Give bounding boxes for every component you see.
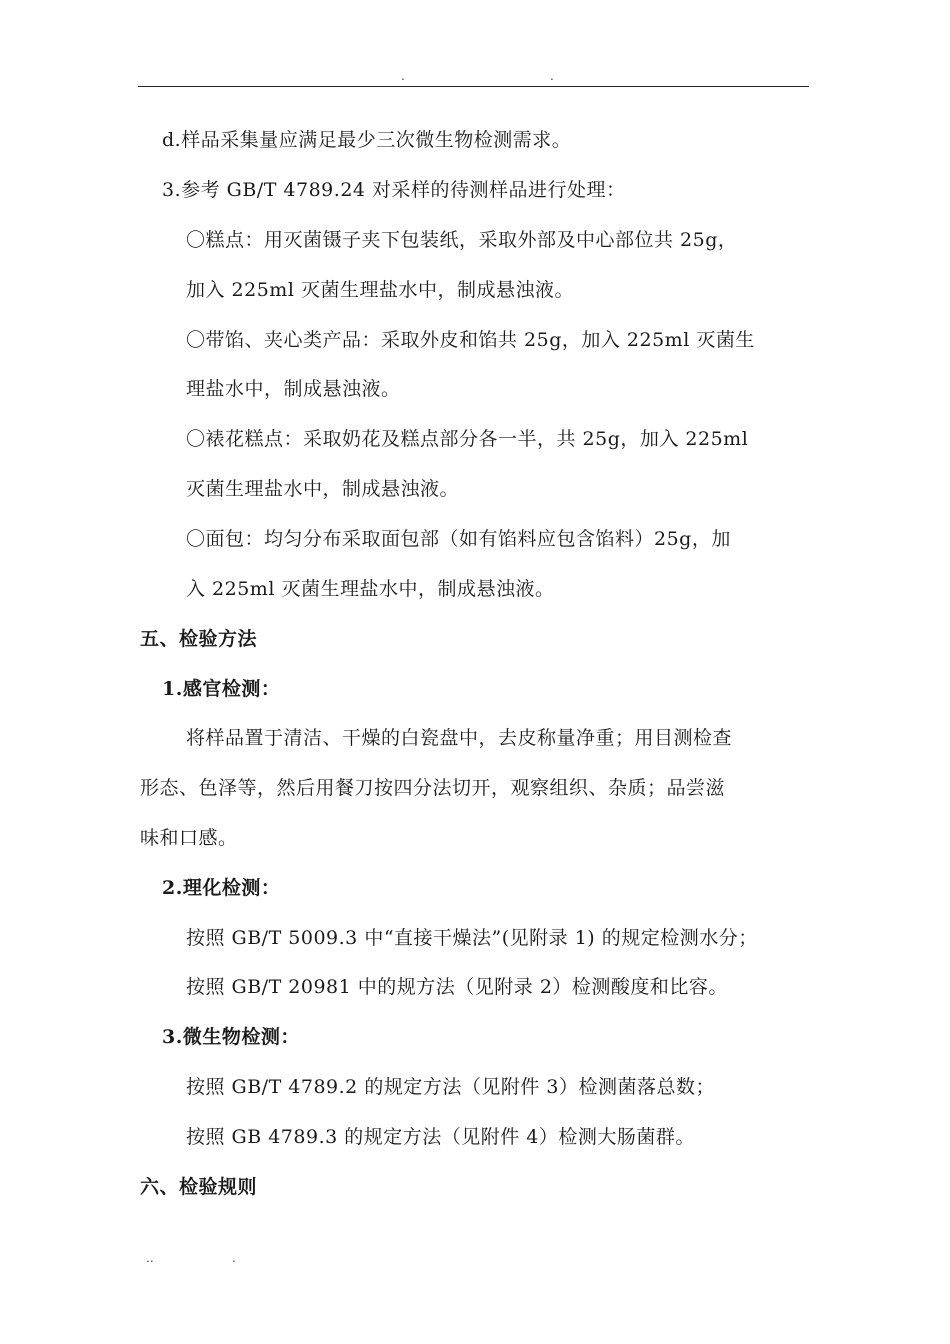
subsection-heading: 1.感官检测： [162,678,281,700]
header-dot-left: . [401,69,405,83]
paragraph-line: 灭菌生理盐水中，制成悬浊液。 [186,478,460,500]
paragraph-line: 〇带馅、夹心类产品：采取外皮和馅共 25g，加入 225ml 灭菌生 [186,329,755,351]
footer-dot-left: .. [146,1251,154,1265]
paragraph-line: 将样品置于清洁、干燥的白瓷盘中，去皮称量净重；用目测检查 [186,727,733,749]
paragraph-line: 〇糕点：用灭菌镊子夹下包装纸，采取外部及中心部位共 25g， [186,229,738,251]
paragraph-line: d.样品采集量应满足最少三次微生物检测需求。 [162,129,572,151]
section-heading: 五、检验方法 [140,628,258,650]
paragraph-line: 入 225ml 灭菌生理盐水中，制成悬浊液。 [186,578,555,600]
paragraph-line: 加入 225ml 灭菌生理盐水中，制成悬浊液。 [186,279,574,301]
section-heading: 六、检验规则 [140,1176,258,1198]
paragraph-line: 按照 GB 4789.3 的规定方法（见附件 4）检测大肠菌群。 [186,1126,695,1148]
header-rule [138,86,809,87]
paragraph-line: 味和口感。 [140,827,238,849]
paragraph-line: 形态、色泽等，然后用餐刀按四分法切开，观察组织、杂质；品尝滋 [140,777,726,799]
paragraph-line: 〇裱花糕点：采取奶花及糕点部分各一半，共 25g，加入 225ml [186,428,749,450]
header-dot-right: . [550,69,554,83]
paragraph-line: 按照 GB/T 5009.3 中“直接干燥法”(见附录 1) 的规定检测水分； [186,927,758,949]
subsection-heading: 3.微生物检测： [162,1026,300,1048]
footer-dot-right: . [232,1251,236,1265]
paragraph-line: 理盐水中，制成悬浊液。 [186,378,401,400]
paragraph-line: 按照 GB/T 20981 中的规方法（见附录 2）检测酸度和比容。 [186,976,728,998]
subsection-heading: 2.理化检测： [162,877,281,899]
paragraph-line: 3.参考 GB/T 4789.24 对采样的待测样品进行处理： [162,179,626,201]
paragraph-line: 〇面包：均匀分布采取面包部（如有馅料应包含馅料）25g，加 [186,528,731,550]
paragraph-line: 按照 GB/T 4789.2 的规定方法（见附件 3）检测菌落总数； [186,1076,715,1098]
